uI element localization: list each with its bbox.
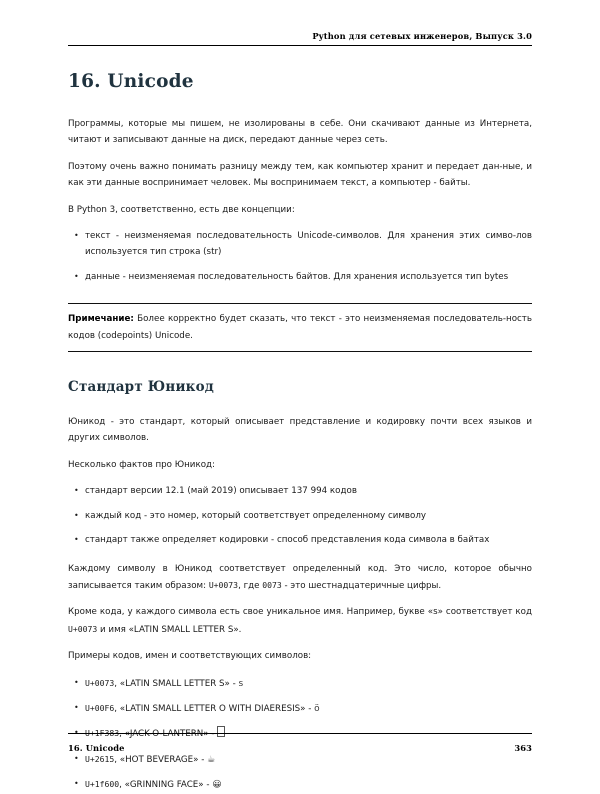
intro-paragraph-1: Программы, которые мы пишем, не изолированы в себе. Они скачивают данные из Интернета, читают и записывают данные на диск, передают данные через сеть.	[68, 119, 532, 146]
running-header	[68, 30, 532, 50]
inline-code-hexdigits: 0073	[262, 579, 282, 590]
p4-text-before: Кроме кода, у каждого символа есть свое уникальное имя. Например, букве «s» соответствует код	[68, 607, 532, 618]
standard-paragraph-1: Юникод - это стандарт, который описывает представление и кодировку почти всех языков и других символов.	[68, 417, 532, 444]
page-content	[68, 60, 532, 794]
example-code: U+2615	[85, 753, 115, 764]
list-item	[68, 776, 532, 793]
p3-text-before: Каждому символу в Юникод соответствует определенный код. Это число, которое обычно записывается таким образом:	[68, 563, 532, 591]
list-item: • стандарт версии 12.1 (май 2019) описывает 137 994 кодов	[68, 483, 532, 499]
list-item: • данные - неизменяемая последовательность байтов. Для хранения используется тип bytes	[68, 269, 532, 285]
example-separator: -	[198, 754, 208, 765]
example-name: «LATIN SMALL LETTER O WITH DIAERESIS»	[119, 703, 306, 714]
list-item	[68, 675, 532, 692]
example-comma: ,	[114, 754, 120, 765]
example-glyph: 😀	[212, 780, 222, 791]
running-header-title: Python для сетевых инженеров, Выпуск 3.0	[312, 31, 532, 41]
footer-page-number: 363	[514, 743, 532, 753]
note-label: Примечание:	[68, 314, 134, 325]
inline-code-codepoint-s: U+0073	[68, 623, 98, 634]
example-name: «JACK-O-LANTERN»	[124, 729, 209, 740]
example-comma: ,	[114, 678, 120, 689]
example-code: U+00F6	[85, 702, 115, 713]
footer-chapter-label: 16. Unicode	[68, 743, 125, 753]
examples-list	[68, 675, 532, 794]
example-comma: ,	[119, 729, 125, 740]
example-code: U+1f600	[85, 779, 120, 790]
list-item: • каждый код - это номер, который соответствует определенному символу	[68, 508, 532, 524]
p3-text-after: - это шестнадцатеричные цифры.	[281, 580, 442, 591]
standard-paragraph-3	[68, 561, 532, 595]
example-glyph: s	[238, 678, 244, 689]
chapter-title: 16. Unicode	[68, 71, 194, 92]
example-separator: -	[208, 729, 218, 740]
example-glyph: ☕	[207, 754, 216, 765]
p3-text-mid: , где	[238, 580, 263, 591]
example-name: «GRINNING FACE»	[124, 780, 204, 791]
example-glyph-missing	[217, 726, 225, 737]
example-name: «HOT BEVERAGE»	[119, 754, 199, 765]
concepts-list	[68, 228, 532, 285]
list-item	[68, 751, 532, 768]
page-footer	[68, 743, 532, 753]
example-separator: -	[229, 678, 239, 689]
section-title-standard: Стандарт Юникод	[68, 379, 215, 396]
example-comma: ,	[119, 780, 125, 791]
inline-code-codepoint: U+0073	[208, 579, 239, 590]
facts-list	[68, 483, 532, 548]
example-code: U+1F383	[85, 728, 120, 739]
note-admonition	[68, 303, 532, 352]
footer-rule	[68, 733, 532, 734]
note-body	[68, 311, 532, 344]
example-glyph: ö	[314, 703, 320, 714]
list-item	[68, 700, 532, 717]
example-code: U+0073	[85, 677, 115, 688]
example-comma: ,	[114, 703, 120, 714]
list-item: • текст - неизменяемая последовательность Unicode-символов. Для хранения этих симво-лов используется тип строка (str)	[68, 228, 532, 261]
example-separator: -	[203, 780, 213, 791]
standard-paragraph-5: Примеры кодов, имен и соответствующих символов:	[68, 651, 312, 662]
note-text: Более корректно будет сказать, что текст - это неизменяемая последователь-ность кодов (codepoints) Unicode.	[68, 314, 532, 341]
list-item	[68, 725, 532, 742]
header-rule	[68, 45, 532, 46]
example-separator: -	[305, 703, 315, 714]
standard-paragraph-4	[68, 604, 532, 638]
intro-paragraph-2: Поэтому очень важно понимать разницу между тем, как компьютер хранит и передает дан-ные, и как эти данные воспринимает человек. Мы воспринимаем текст, а компьютер - байты.	[68, 161, 532, 189]
p4-text-after: и имя «LATIN SMALL LETTER S».	[97, 624, 242, 635]
list-item: • стандарт также определяет кодировки - способ представления кода символа в байтах	[68, 532, 532, 548]
intro-paragraph-3: В Python 3, соответственно, есть две концепции:	[68, 204, 295, 215]
standard-paragraph-2: Несколько фактов про Юникод:	[68, 459, 215, 470]
example-name: «LATIN SMALL LETTER S»	[119, 678, 230, 689]
